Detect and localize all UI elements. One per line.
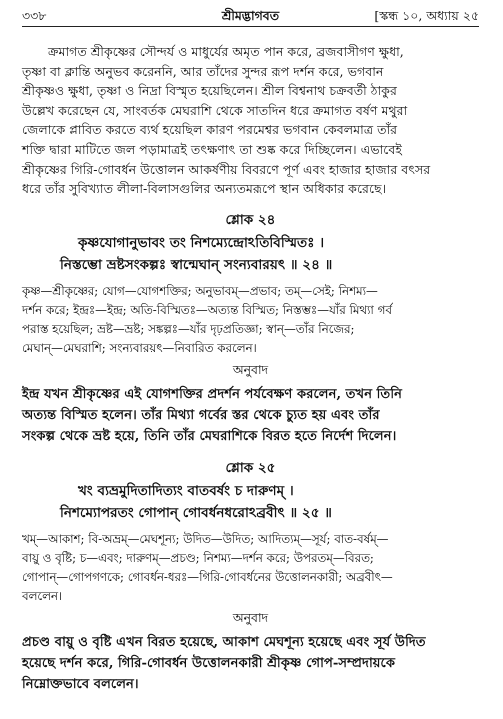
verse-25-text [22, 480, 479, 524]
purport-line: শ্রীকৃষ্ণও ক্ষুধা, তৃষ্ণা ও নিদ্রা বিস্মৃত হয়েছিলেন। শ্রীল বিশ্বনাথ চক্রবর্তী ঠাকুর [22, 83, 397, 99]
synonyms-line: বায়ু ও বৃষ্টি; চ—এবং; দারুণম্—প্রচণ্ড; নিশম্য—দর্শন করে; উপরতম্—বিরত; [22, 550, 374, 565]
translation-line: প্রচণ্ড বায়ু ও বৃষ্টি এখন বিরত হয়েছে, আকাশ মেঘশূন্য হয়েছে এবং সূর্য উদিত [22, 634, 426, 650]
page-header [22, 6, 479, 28]
purport-line: তৃষ্ণা বা ক্লান্তি অনুভব করেননি, আর তাঁদের সুন্দর রূপ দর্শন করে, ভগবান [22, 63, 384, 79]
synonyms-line: খম্—আকাশ; বি-অভ্রম্—মেঘশূন্য; উদিত—উদিত; আদিত্যম্—সূর্য; বাত-বর্ষম্— [22, 531, 389, 546]
header-rule [22, 26, 479, 27]
synonyms-line: পরাস্ত হয়েছিল; ভ্রষ্ট—ভ্রষ্ট; সঙ্কল্পঃ—যাঁর দৃঢ়প্রতিজ্ঞা; স্বান্—তাঁর নিজের; [22, 321, 355, 336]
verse-line: কৃষ্ণযোগানুভাবং তং নিশম্যেন্দ্রোঽতিবিস্মিতঃ । [78, 234, 325, 251]
purport-line: শ্রীকৃষ্ণের গিরি-গোবর্ধন উত্তোলন আকর্ষণীয় বিবরণে পূর্ণ এবং হাজার হাজার বৎসর [22, 161, 431, 177]
verse-25-synonyms [22, 530, 479, 606]
translation-line: নিম্নোক্তভাবে বললেন। [22, 676, 139, 692]
book-title: শ্রীমদ্ভাগবত [221, 8, 280, 23]
translation-line: ইন্দ্র যখন শ্রীকৃষ্ণের এই যোগশক্তির প্রদর্শন পর্যবেক্ষণ করলেন, তখন তিনি [22, 386, 402, 402]
synonyms-line: গোপান্—গোপগণকে; গোবর্ধন-ধরঃ—গিরি-গোবর্ধনের উত্তোলনকারী; অব্রবীৎ— [22, 569, 393, 584]
chapter-reference: [স্কন্ধ ১০, অধ্যায় ২৫ [374, 8, 479, 23]
verse-25-heading: শ্লোক ২৫ [225, 459, 276, 476]
translation-line: হয়েছে দর্শন করে, গিরি-গোবর্ধন উত্তোলনকারী শ্রীকৃষ্ণ গোপ-সম্প্রদায়কে [22, 655, 396, 671]
verse-24-synonyms [22, 282, 479, 358]
synonyms-line: কৃষ্ণ—শ্রীকৃষ্ণের; যোগ—যোগশক্তির; অনুভাবম্—প্রভাব; তম্—সেই; নিশম্য— [22, 283, 378, 298]
translation-line: সংকল্প থেকে ভ্রষ্ট হয়ে, তিনি তাঁর মেঘরাশিকে বিরত হতে নির্দেশ দিলেন। [22, 428, 397, 444]
verse-25-translation-heading: অনুবাদ [232, 609, 269, 625]
purport-line: জেলাকে প্লাবিত করতে ব্যর্থ হয়েছিল কারণ পরমেশ্বর ভগবান কেবলমাত্র তাঁর [22, 122, 398, 138]
synonyms-line: মেঘান্—মেঘরাশি; সংন্যবারয়ৎ—নিবারিত করলেন। [22, 340, 257, 355]
purport-paragraph [22, 42, 479, 199]
purport-line: উল্লেখ করেছেন যে, সাংবর্তক মেঘরাশি থেকে সাতদিন ধরে ক্রমাগত বর্ষণ মথুরা [22, 102, 408, 118]
translation-line: অত্যন্ত বিস্মিত হলেন। তাঁর মিথ্যা গর্বের স্তর থেকে চ্যুত হয় এবং তাঁর [22, 407, 380, 423]
synonyms-line: দর্শন করে; ইন্দ্রঃ—ইন্দ্র; অতি-বিস্মিতঃ—অত্যন্ত বিস্মিত; নিস্তম্ভঃ—যাঁর মিথ্যা গর্ব [22, 302, 392, 317]
verse-line: খং ব্যভ্রমুদিতাদিত্যং বাতবর্ষং চ দারুণম্ । [78, 482, 294, 499]
verse-24-translation-heading: অনুবাদ [232, 361, 269, 377]
purport-line: ক্রমাগত শ্রীকৃষ্ণের সৌন্দর্য ও মাধুর্যের অমৃত পান করে, ব্রজবাসীগণ ক্ষুধা, [48, 44, 404, 59]
synonyms-line: বললেন। [22, 588, 63, 603]
verse-24-translation [22, 384, 479, 447]
verse-25-translation [22, 632, 479, 695]
verse-line: নিশম্যোপরতং গোপান্ গোবর্ধনধরোঽব্রবীৎ ॥ ২৫ ॥ [60, 504, 332, 521]
purport-line: ধরে তাঁর সুবিখ্যাত লীলা-বিলাসগুলির অন্যতমরূপে স্থান অধিকার করেছে। [22, 181, 387, 197]
verse-24-heading: শ্লোক ২৪ [225, 211, 276, 228]
verse-line: নিস্তম্ভো ভ্রষ্টসংকল্পঃ স্বান্মেঘান্ সংন্যবারয়ৎ ॥ ২৪ ॥ [60, 256, 333, 273]
page-number: ৩৩৮ [22, 8, 47, 23]
verse-24-text [22, 232, 479, 276]
purport-line: শক্তি দ্বারা মাটিতে জল পড়ামাত্রই তৎক্ষণাৎ তা শুষ্ক করে দিচ্ছিলেন। এভাবেই [22, 141, 402, 157]
